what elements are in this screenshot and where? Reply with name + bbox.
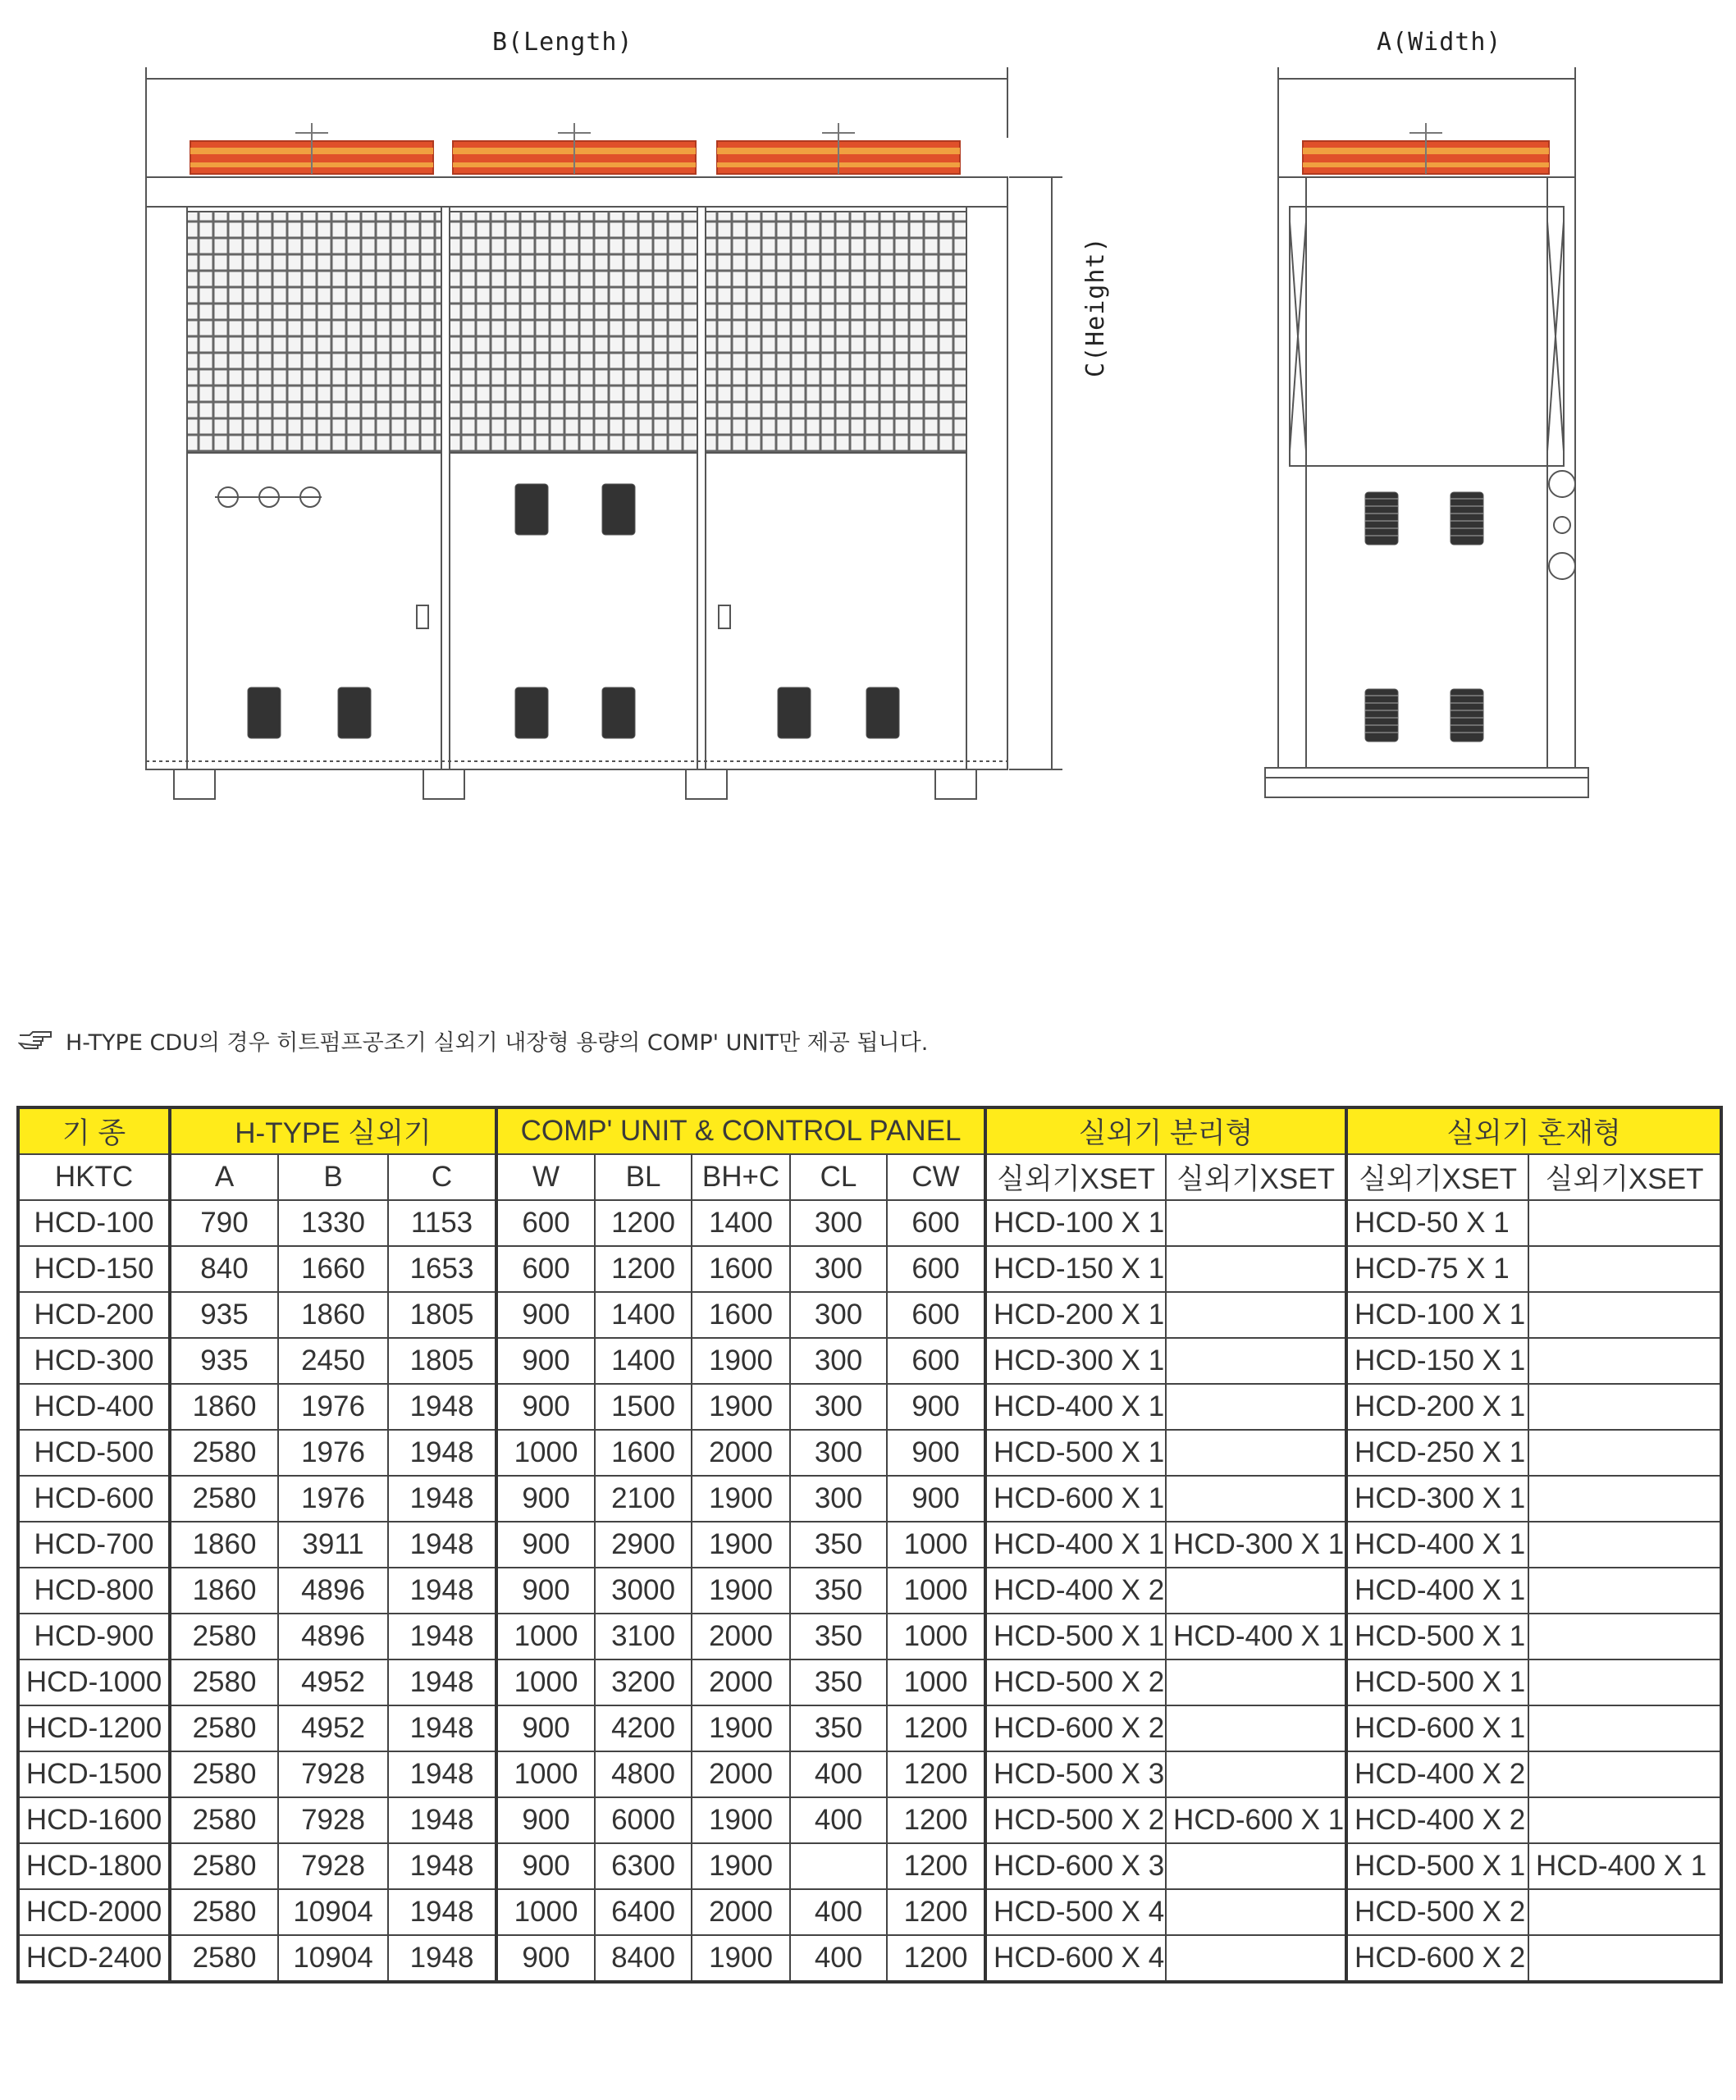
table-cell [1528,1705,1721,1751]
header-model: 기 종 [18,1107,170,1154]
table-cell: 600 [887,1338,985,1384]
table-cell: 1860 [170,1568,278,1614]
table-cell [1528,1522,1721,1568]
pointing-hand-icon [18,1029,54,1052]
sub-header-cell: C [388,1154,496,1200]
table-cell: 1200 [887,1705,985,1751]
sub-header-cell: 실외기XSET [1528,1154,1721,1200]
table-cell: HCD-400 X 1 [1528,1843,1721,1889]
table-cell: 1200 [595,1246,692,1292]
table-cell [1166,1889,1346,1935]
table-cell: HCD-1500 [18,1751,170,1797]
table-cell: HCD-600 X 1 [1346,1705,1528,1751]
table-cell: HCD-200 X 1 [985,1292,1166,1338]
table-cell: HCD-500 X 1 [985,1614,1166,1659]
table-cell: 900 [496,1935,595,1982]
table-cell: HCD-700 [18,1522,170,1568]
side-view-drawing [1247,0,1608,902]
table-cell: 1948 [388,1843,496,1889]
table-cell: 6400 [595,1889,692,1935]
table-cell: 3911 [278,1522,388,1568]
table-cell: 7928 [278,1751,388,1797]
table-cell: HCD-400 [18,1384,170,1430]
table-body [18,1200,1721,1982]
sub-header-cell: CW [887,1154,985,1200]
table-cell: 1000 [887,1568,985,1614]
table-cell: 2000 [692,1430,790,1476]
table-cell: 1860 [278,1292,388,1338]
table-cell: 2580 [170,1935,278,1982]
sub-header-cell: B [278,1154,388,1200]
table-cell [1528,1338,1721,1384]
table-cell: 1330 [278,1200,388,1246]
table-cell: HCD-600 X 1 [985,1476,1166,1522]
table-cell: HCD-400 X 2 [1346,1797,1528,1843]
table-cell: 1948 [388,1797,496,1843]
table-cell: 2900 [595,1522,692,1568]
table-cell: HCD-400 X 2 [985,1568,1166,1614]
table-cell [1166,1705,1346,1751]
table-cell [1166,1935,1346,1982]
table-cell: HCD-200 X 1 [1346,1384,1528,1430]
table-cell: HCD-300 X 1 [1346,1476,1528,1522]
table-cell: 1600 [595,1430,692,1476]
table-cell: 1153 [388,1200,496,1246]
table-cell: 900 [496,1522,595,1568]
table-cell: 300 [790,1476,887,1522]
table-cell: 2580 [170,1705,278,1751]
table-cell: 1000 [496,1614,595,1659]
table-cell: HCD-150 X 1 [985,1246,1166,1292]
table-cell: 1660 [278,1246,388,1292]
table-cell: 350 [790,1659,887,1705]
table-cell: 900 [887,1430,985,1476]
table-cell: 1900 [692,1476,790,1522]
table-cell: 840 [170,1246,278,1292]
table-row [18,1751,1721,1797]
table-cell: HCD-600 X 2 [1346,1935,1528,1982]
table-cell: HCD-400 X 1 [1346,1522,1528,1568]
table-cell: HCD-100 X 1 [1346,1292,1528,1338]
table-cell: HCD-400 X 2 [1346,1751,1528,1797]
table-cell [1528,1246,1721,1292]
table-cell: 4896 [278,1568,388,1614]
table-cell: HCD-300 [18,1338,170,1384]
table-cell: 900 [496,1292,595,1338]
table-cell: 1860 [170,1522,278,1568]
table-cell: 2000 [692,1751,790,1797]
table-cell: 1900 [692,1843,790,1889]
table-cell [1166,1430,1346,1476]
table-row [18,1522,1721,1568]
table-cell: HCD-1600 [18,1797,170,1843]
table-cell: 1200 [595,1200,692,1246]
table-row [18,1292,1721,1338]
table-cell: 900 [887,1476,985,1522]
sub-header-cell: HKTC [18,1154,170,1200]
table-cell: 900 [496,1476,595,1522]
table-cell: 300 [790,1338,887,1384]
table-cell: 1900 [692,1338,790,1384]
table-cell: 1900 [692,1797,790,1843]
table-cell: HCD-400 X 1 [985,1384,1166,1430]
table-cell: HCD-500 X 4 [985,1889,1166,1935]
table-cell: HCD-300 X 1 [985,1338,1166,1384]
table-cell: 1805 [388,1292,496,1338]
table-row [18,1476,1721,1522]
table-cell: 600 [496,1246,595,1292]
table-cell: 1948 [388,1935,496,1982]
table-cell: 1860 [170,1384,278,1430]
table-cell: 1948 [388,1568,496,1614]
table-cell [1166,1659,1346,1705]
height-dimension-label: C(Height) [1081,236,1110,377]
table-cell: 350 [790,1522,887,1568]
table-cell: HCD-100 X 1 [985,1200,1166,1246]
sub-header-cell: BL [595,1154,692,1200]
table-cell: HCD-2000 [18,1889,170,1935]
table-cell: 400 [790,1797,887,1843]
table-cell: 2000 [692,1659,790,1705]
table-row [18,1659,1721,1705]
table-row [18,1200,1721,1246]
table-cell: 2580 [170,1751,278,1797]
table-cell: 300 [790,1430,887,1476]
table-cell [1528,1659,1721,1705]
table-cell: HCD-500 X 1 [1346,1843,1528,1889]
sub-header-cell: 실외기XSET [1346,1154,1528,1200]
group-header-row [18,1107,1721,1154]
table-cell: 350 [790,1705,887,1751]
table-row [18,1384,1721,1430]
table-row [18,1889,1721,1935]
table-cell: HCD-150 [18,1246,170,1292]
table-cell: 900 [496,1705,595,1751]
table-cell: 1653 [388,1246,496,1292]
table-cell: HCD-1800 [18,1843,170,1889]
table-cell: 600 [887,1292,985,1338]
table-cell: 10904 [278,1889,388,1935]
table-row [18,1430,1721,1476]
table-cell: HCD-600 [18,1476,170,1522]
table-cell: 1948 [388,1705,496,1751]
table-cell: HCD-800 [18,1568,170,1614]
table-cell: 2580 [170,1430,278,1476]
table-cell [1528,1292,1721,1338]
header-separated: 실외기 분리형 [985,1107,1346,1154]
table-cell: 1000 [496,1659,595,1705]
table-cell: 1948 [388,1751,496,1797]
table-cell: 1200 [887,1843,985,1889]
table-cell: 300 [790,1292,887,1338]
header-comp-unit: COMP' UNIT & CONTROL PANEL [496,1107,985,1154]
table-cell: 1400 [595,1338,692,1384]
table-cell: HCD-1000 [18,1659,170,1705]
table-cell: 900 [887,1384,985,1430]
header-mixed: 실외기 혼재형 [1346,1107,1721,1154]
table-cell: 1200 [887,1751,985,1797]
table-cell: 1900 [692,1522,790,1568]
table-cell: 8400 [595,1935,692,1982]
table-cell: HCD-500 X 1 [1346,1659,1528,1705]
table-cell: 600 [496,1200,595,1246]
table-cell: HCD-250 X 1 [1346,1430,1528,1476]
table-cell: 1900 [692,1384,790,1430]
table-cell [1166,1246,1346,1292]
table-cell: 2580 [170,1614,278,1659]
table-cell: 1000 [887,1522,985,1568]
table-row [18,1246,1721,1292]
sub-header-cell: 실외기XSET [985,1154,1166,1200]
table-cell [1528,1614,1721,1659]
table-cell: 7928 [278,1843,388,1889]
table-cell: HCD-2400 [18,1935,170,1982]
table-cell: 2000 [692,1614,790,1659]
table-row [18,1338,1721,1384]
sub-header-cell: CL [790,1154,887,1200]
table-cell: 1000 [496,1751,595,1797]
table-cell [1166,1568,1346,1614]
table-row [18,1705,1721,1751]
table-cell: 300 [790,1384,887,1430]
note-text: H-TYPE CDU의 경우 히트펌프공조기 실외기 내장형 용량의 COMP' UNIT만 제공 됩니다. [66,1029,929,1056]
table-cell: HCD-600 X 2 [985,1705,1166,1751]
table-cell: HCD-600 X 3 [985,1843,1166,1889]
table-cell: 300 [790,1246,887,1292]
sub-header-row [18,1154,1721,1200]
table-cell [1528,1797,1721,1843]
table-cell: 3200 [595,1659,692,1705]
table-cell: HCD-500 X 2 [1346,1889,1528,1935]
table-cell [1166,1200,1346,1246]
table-cell: 1200 [887,1797,985,1843]
table-cell [1528,1476,1721,1522]
table-cell: 6000 [595,1797,692,1843]
table-cell [1166,1338,1346,1384]
sub-header-cell: A [170,1154,278,1200]
table-cell: 2100 [595,1476,692,1522]
table-cell: HCD-75 X 1 [1346,1246,1528,1292]
table-cell: 300 [790,1200,887,1246]
table-cell: 1200 [887,1935,985,1982]
table-cell: HCD-400 X 1 [985,1522,1166,1568]
sub-header-cell: W [496,1154,595,1200]
note-line [18,1024,928,1057]
table-cell: 1400 [595,1292,692,1338]
table-cell: 600 [887,1200,985,1246]
table-cell: 1948 [388,1384,496,1430]
table-row [18,1568,1721,1614]
table-cell: 900 [496,1338,595,1384]
table-cell: HCD-100 [18,1200,170,1246]
table-cell: 400 [790,1935,887,1982]
table-cell [790,1843,887,1889]
table-cell: 6300 [595,1843,692,1889]
table-cell: HCD-600 X 4 [985,1935,1166,1982]
table-row [18,1614,1721,1659]
table-cell [1528,1200,1721,1246]
sub-header-cell: BH+C [692,1154,790,1200]
table-cell: 1000 [887,1614,985,1659]
table-cell: HCD-500 [18,1430,170,1476]
table-cell: 3000 [595,1568,692,1614]
table-cell: HCD-900 [18,1614,170,1659]
table-cell: 1948 [388,1476,496,1522]
front-view-drawing [0,0,1116,902]
table-cell: HCD-600 X 1 [1166,1797,1346,1843]
drawings [0,0,1736,902]
table-cell [1528,1889,1721,1935]
table-cell: 1000 [887,1659,985,1705]
table-cell: 350 [790,1568,887,1614]
table-cell: 2000 [692,1889,790,1935]
table-cell: HCD-1200 [18,1705,170,1751]
table-cell [1166,1384,1346,1430]
table-cell: 1976 [278,1430,388,1476]
condenser-fans [190,123,960,174]
table-cell [1166,1292,1346,1338]
table-cell: 900 [496,1568,595,1614]
table-cell: 1600 [692,1292,790,1338]
table-cell: 2580 [170,1889,278,1935]
sub-header-cell: 실외기XSET [1166,1154,1346,1200]
table-cell: 1976 [278,1384,388,1430]
table-cell: HCD-500 X 1 [1346,1614,1528,1659]
table-cell: 1900 [692,1568,790,1614]
table-cell: 3100 [595,1614,692,1659]
table-cell: 1000 [496,1889,595,1935]
side-fan [1303,123,1549,174]
table-cell: 400 [790,1751,887,1797]
table-cell [1166,1751,1346,1797]
table-cell [1166,1843,1346,1889]
table-cell: 4800 [595,1751,692,1797]
table-cell: 900 [496,1797,595,1843]
table-cell: 1805 [388,1338,496,1384]
table-cell [1528,1430,1721,1476]
table-cell: HCD-500 X 2 [985,1797,1166,1843]
table-cell: 1200 [887,1889,985,1935]
table-cell: 1000 [496,1430,595,1476]
table-cell: 4952 [278,1659,388,1705]
table-cell: 900 [496,1843,595,1889]
table-cell: 600 [887,1246,985,1292]
table-cell: 1400 [692,1200,790,1246]
table-cell: HCD-500 X 2 [985,1659,1166,1705]
table-cell: 1948 [388,1430,496,1476]
table-cell: HCD-200 [18,1292,170,1338]
table-cell: 900 [496,1384,595,1430]
table-cell [1166,1476,1346,1522]
table-cell: 1948 [388,1614,496,1659]
coil-grilles [187,212,966,453]
table-cell: 1600 [692,1246,790,1292]
table-cell: 1948 [388,1889,496,1935]
table-cell: HCD-500 X 3 [985,1751,1166,1797]
table-cell: 4896 [278,1614,388,1659]
table-cell: 935 [170,1292,278,1338]
table-cell: 1500 [595,1384,692,1430]
table-cell: 10904 [278,1935,388,1982]
table-cell: 2580 [170,1797,278,1843]
table-cell: 1948 [388,1522,496,1568]
table-row [18,1843,1721,1889]
table-row [18,1935,1721,1982]
table-cell: 2580 [170,1476,278,1522]
spec-table [16,1106,1723,1984]
table-cell: 4952 [278,1705,388,1751]
table-cell: 350 [790,1614,887,1659]
table-cell: 7928 [278,1797,388,1843]
table-cell: 790 [170,1200,278,1246]
table-cell: 1948 [388,1659,496,1705]
length-dimension-label: B(Length) [492,28,633,57]
table-cell: 4200 [595,1705,692,1751]
table-cell [1528,1568,1721,1614]
table-cell: HCD-50 X 1 [1346,1200,1528,1246]
table-cell: HCD-300 X 1 [1166,1522,1346,1568]
table-cell: HCD-500 X 1 [985,1430,1166,1476]
table-cell: 2450 [278,1338,388,1384]
table-cell [1528,1384,1721,1430]
table-cell: 1976 [278,1476,388,1522]
header-htype-outdoor: H-TYPE 실외기 [170,1107,496,1154]
table-cell: HCD-400 X 1 [1346,1568,1528,1614]
table-cell: 1900 [692,1705,790,1751]
table-cell: HCD-150 X 1 [1346,1338,1528,1384]
table-cell: HCD-400 X 1 [1166,1614,1346,1659]
table-cell: 400 [790,1889,887,1935]
table-cell: 935 [170,1338,278,1384]
table-cell: 1900 [692,1935,790,1982]
table-cell: 2580 [170,1843,278,1889]
table-row [18,1797,1721,1843]
table-cell: 2580 [170,1659,278,1705]
table-cell [1528,1751,1721,1797]
table-cell [1528,1935,1721,1982]
width-dimension-label: A(Width) [1377,28,1502,57]
